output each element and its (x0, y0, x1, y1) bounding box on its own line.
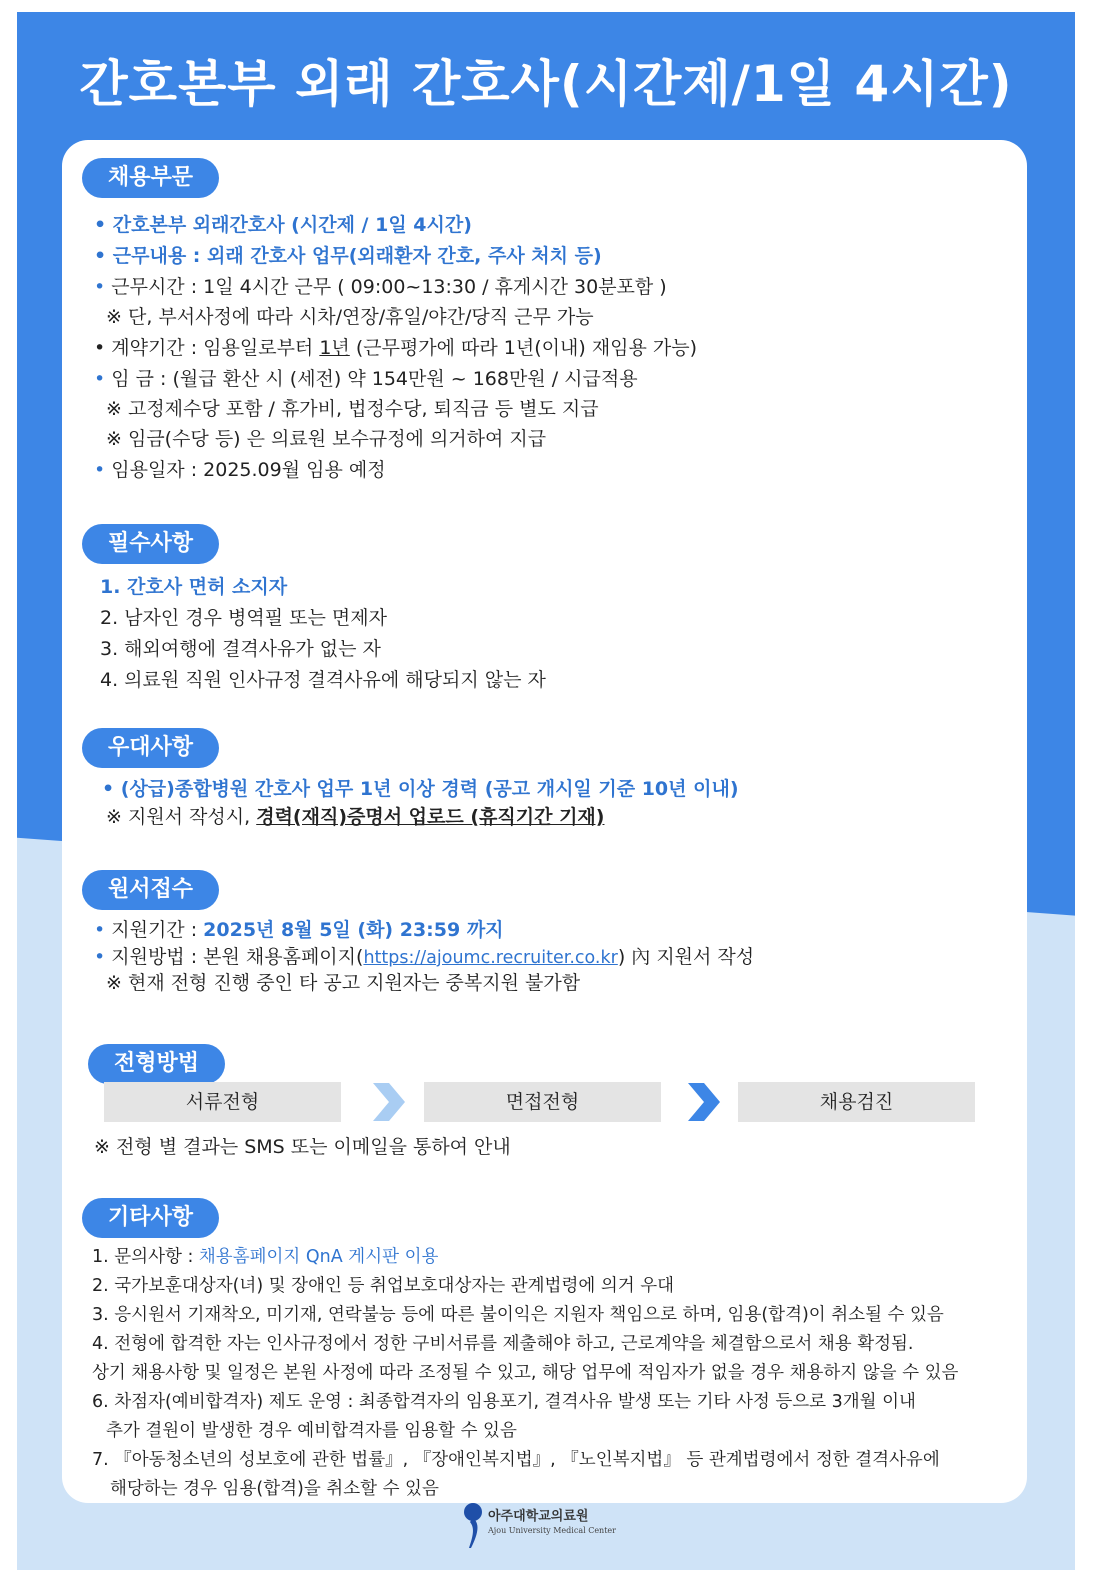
etc-line-3: 3. 응시원서 기재착오, 미기재, 연락불능 등에 따른 불이익은 지원자 책임으로 하며, 임용(합격)이 취소될 수 있음 (92, 1305, 944, 1325)
process-note: ※ 전형 별 결과는 SMS 또는 이메일을 통하여 안내 (94, 1136, 511, 1158)
ajou-medical-center-logo: 아주대학교의료원 Ajou University Medical Center (461, 1502, 661, 1562)
etc-line-8: 7. 『아동청소년의 성보호에 관한 법률』, 『장애인복지법』, 『노인복지법』 등 관계법령에서 정한 결격사유에 (92, 1450, 940, 1470)
process-step-3: 채용검진 (738, 1082, 975, 1122)
etc-line-1: 1. 문의사항 : 채용홈페이지 QnA 게시판 이용 (92, 1247, 439, 1267)
chevron-right-icon (682, 1081, 722, 1123)
poster (17, 12, 1075, 1570)
recruit-line-3: • 근무시간 : 1일 4시간 근무 ( 09:00~13:30 / 휴게시간 30분포함 ) (94, 276, 667, 298)
section-heading-etc: 기타사항 (82, 1198, 219, 1238)
section-heading-preferred: 우대사항 (82, 728, 219, 768)
etc-line-5: 상기 채용사항 및 일정은 본원 사정에 따라 조정될 수 있고, 해당 업무에 적임자가 없을 경우 채용하지 않을 수 있음 (92, 1363, 959, 1383)
apply-method: • 지원방법 : 본원 채용홈페이지(https://ajoumc.recruiter.co.kr) 內 지원서 작성 (94, 946, 755, 968)
recruit-line-4: ※ 단, 부서사정에 따라 시차/연장/휴일/야간/당직 근무 가능 (106, 306, 594, 328)
process-step-2: 면접전형 (424, 1082, 661, 1122)
required-line-3: 3. 해외여행에 결격사유가 없는 자 (100, 638, 381, 660)
logo-emblem-icon (461, 1502, 485, 1550)
section-heading-apply: 원서접수 (82, 870, 219, 910)
required-line-4: 4. 의료원 직원 인사규정 결격사유에 해당되지 않는 자 (100, 669, 546, 691)
content-card (62, 140, 1027, 1503)
etc-line-2: 2. 국가보훈대상자(녀) 및 장애인 등 취업보호대상자는 관계법령에 의거 우대 (92, 1276, 675, 1296)
preferred-line-2: ※ 지원서 작성시, 경력(재직)증명서 업로드 (휴직기간 기재) (106, 806, 605, 828)
recruit-line-8: ※ 임금(수당 등) 은 의료원 보수규정에 의거하여 지급 (106, 428, 547, 450)
etc-line-7: 추가 결원이 발생한 경우 예비합격자를 임용할 수 있음 (106, 1421, 517, 1441)
chevron-right-icon (367, 1081, 407, 1123)
apply-url-link[interactable]: https://ajoumc.recruiter.co.kr (363, 948, 618, 968)
etc-line-6: 6. 차점자(예비합격자) 제도 운영 : 최종합격자의 임용포기, 결격사유 발생 또는 기타 사정 등으로 3개월 이내 (92, 1392, 916, 1412)
section-heading-recruit: 채용부문 (82, 158, 219, 198)
required-line-1: 1. 간호사 면허 소지자 (100, 576, 288, 598)
recruit-line-1: • 간호본부 외래간호사 (시간제 / 1일 4시간) (94, 214, 472, 236)
section-heading-process: 전형방법 (88, 1044, 225, 1084)
apply-note: ※ 현재 전형 진행 중인 타 공고 지원자는 중복지원 불가함 (106, 972, 581, 994)
recruit-line-2: • 근무내용 : 외래 간호사 업무(외래환자 간호, 주사 처치 등) (94, 245, 602, 267)
process-step-1: 서류전형 (104, 1082, 341, 1122)
apply-period: • 지원기간 : 2025년 8월 5일 (화) 23:59 까지 (94, 919, 504, 941)
recruit-line-6: • 임 금 : (월급 환산 시 (세전) 약 154만원 ~ 168만원 / 시급적용 (94, 368, 638, 390)
etc-line-4: 4. 전형에 합격한 자는 인사규정에서 정한 구비서류를 제출해야 하고, 근로계약을 체결함으로서 채용 확정됨. (92, 1334, 914, 1354)
required-line-2: 2. 남자인 경우 병역필 또는 면제자 (100, 607, 387, 629)
page-title: 간호본부 외래 간호사(시간제/1일 4시간) (79, 55, 1013, 113)
preferred-line-1: • (상급)종합병원 간호사 업무 1년 이상 경력 (공고 개시일 기준 10년 이내) (102, 778, 739, 800)
section-heading-required: 필수사항 (82, 524, 219, 564)
recruit-line-5: • 계약기간 : 임용일로부터 1년 (근무평가에 따라 1년(이내) 재임용 가능) (94, 337, 698, 359)
etc-line-9: 해당하는 경우 임용(합격)을 취소할 수 있음 (110, 1479, 439, 1499)
recruit-line-9: • 임용일자 : 2025.09월 임용 예정 (94, 459, 386, 481)
recruit-line-7: ※ 고정제수당 포함 / 휴가비, 법정수당, 퇴직금 등 별도 지급 (106, 398, 599, 420)
